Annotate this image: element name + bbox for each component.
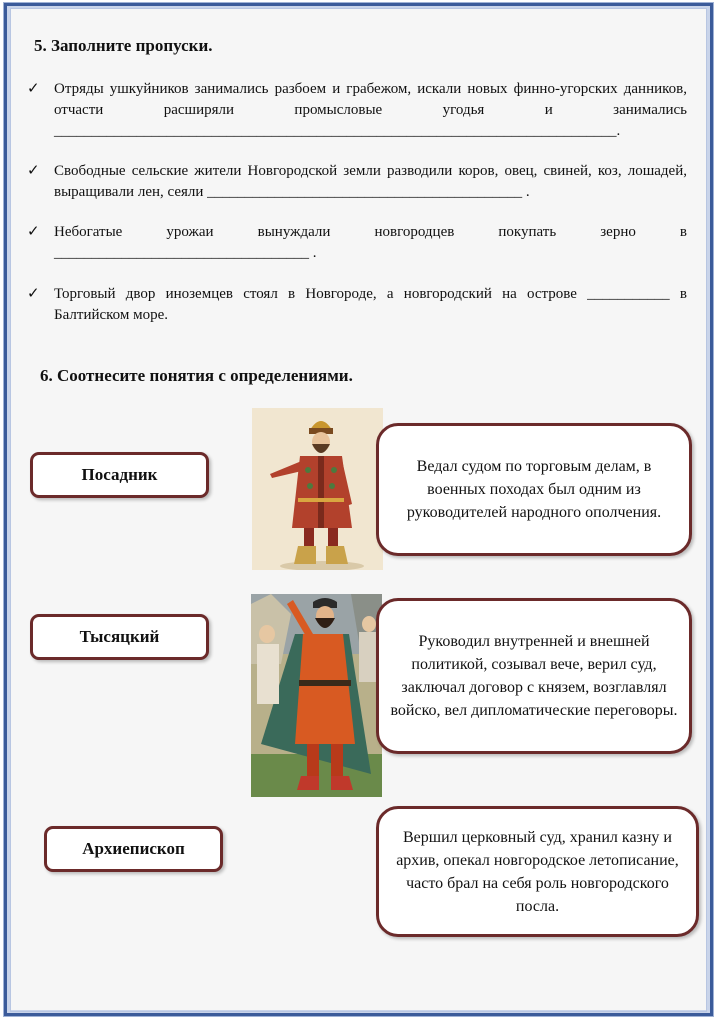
definition-box-2[interactable] bbox=[376, 598, 692, 754]
term-posadnik: Посадник bbox=[81, 465, 158, 484]
section5-item-2 bbox=[27, 161, 687, 203]
term-tysyatsky: Тысяцкий bbox=[79, 627, 160, 646]
term-archbishop: Архиепископ bbox=[82, 839, 185, 858]
posadnik-illustration bbox=[252, 408, 383, 570]
term-box-posadnik[interactable] bbox=[30, 452, 209, 498]
checkmark-icon: ✓ bbox=[27, 224, 40, 240]
section5-item-3-text: Небогатые урожаи вынуждали новгородцев покупать зерно в __________________________________ . bbox=[54, 224, 687, 261]
definition-3-text: Вершил церковный суд, хранил казну и архив, опекал новгородское летописание, часто брал на себя роль новгородского посла. bbox=[396, 828, 679, 915]
definition-1-text: Ведал судом по торговым делам, в военных походах был одним из руководителей народного ополчения. bbox=[406, 458, 662, 521]
section5-item-2-text: Свободные сельские жители Новгородской земли разводили коров, овец, свиней, коз, лошадей, выращивали лен, сеяли __________________________________________ . bbox=[54, 163, 687, 200]
definition-box-1[interactable] bbox=[376, 423, 692, 556]
section5-item-1 bbox=[27, 79, 687, 142]
term-box-archbishop[interactable] bbox=[44, 826, 223, 872]
checkmark-icon: ✓ bbox=[27, 286, 40, 302]
section5-item-1-text: Отряды ушкуйников занимались разбоем и грабежом, искали новых финно-угорских данников, отчасти расширяли промысловые угодья и занимались ___________________________________________________________________________. bbox=[54, 81, 687, 139]
section5-item-3 bbox=[27, 222, 687, 264]
section5-item-4 bbox=[27, 284, 687, 326]
checkmark-icon: ✓ bbox=[27, 163, 40, 179]
checkmark-icon: ✓ bbox=[27, 81, 40, 97]
section5-item-4-text: Торговый двор иноземцев стоял в Новгороде, а новгородский на острове ___________ в Балтийском море. bbox=[54, 286, 687, 323]
section5-title: 5. Заполните пропуски. bbox=[34, 36, 213, 55]
definition-2-text: Руководил внутренней и внешней политикой, созывал вече, верил суд, заключал договор с князем, возглавлял войско, вел дипломатические переговоры. bbox=[390, 633, 678, 719]
definition-box-3[interactable] bbox=[376, 806, 699, 937]
tysyatsky-illustration bbox=[251, 594, 382, 797]
term-box-tysyatsky[interactable] bbox=[30, 614, 209, 660]
section6-title: 6. Соотнесите понятия с определениями. bbox=[40, 366, 353, 385]
